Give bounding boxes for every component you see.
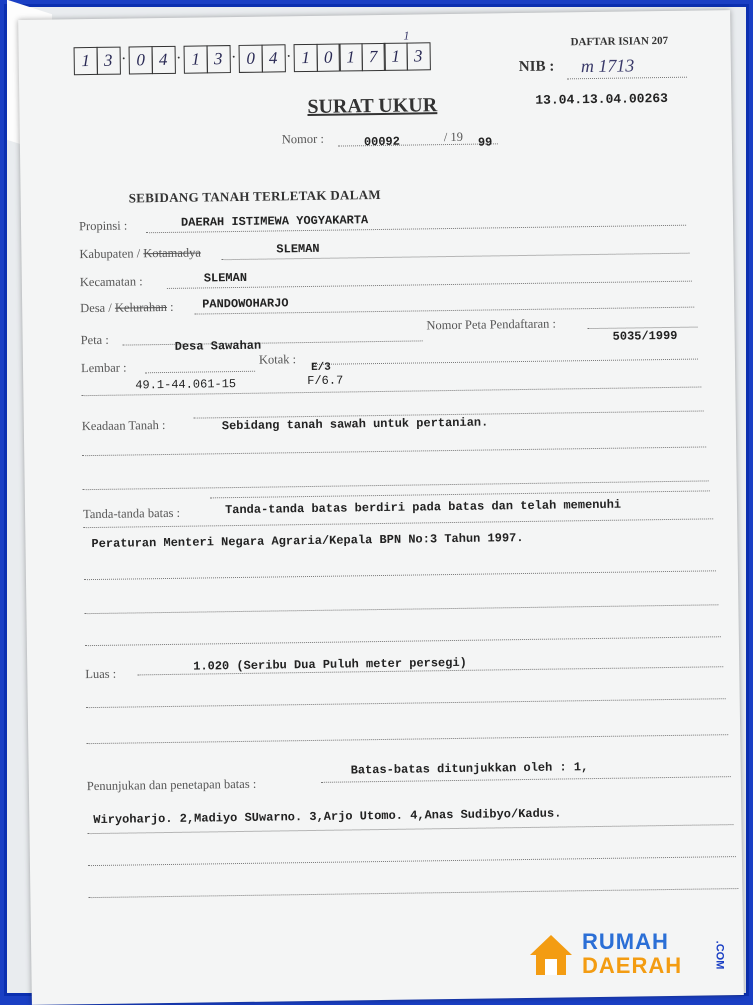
number-box: 1	[339, 43, 363, 71]
nomor-year: 99	[477, 135, 493, 150]
number-box: 1	[294, 44, 318, 72]
penunjukan-label: Penunjukan dan penetapan batas :	[86, 776, 257, 794]
number-box: 7	[361, 43, 385, 71]
kabupaten-strike: Kotamadya	[143, 245, 202, 261]
peta-value: Desa Sawahan	[174, 338, 262, 354]
tanda-value-line1: Tanda-tanda batas berdiri pada batas dan telah memenuhi	[224, 497, 622, 518]
kotak-value-top: E/3	[310, 361, 331, 374]
keadaan-label: Keadaan Tanah :	[81, 418, 166, 434]
number-box: 3	[206, 45, 230, 73]
keadaan-value: Sebidang tanah sawah untuk pertanian.	[221, 415, 489, 434]
photo-frame	[4, 4, 749, 996]
desa-value: PANDOWOHARJO	[202, 296, 289, 312]
propinsi-label: Propinsi :	[78, 218, 128, 234]
number-box: 4	[151, 46, 175, 74]
penunjukan-value-line2: Wiryoharjo. 2,Madiyo SUwarno. 3,Arjo Utomo. 4,Anas Sudibyo/Kadus.	[93, 806, 562, 828]
nomor-label: Nomor :	[281, 131, 324, 147]
number-box: 0	[239, 45, 263, 73]
tanda-label: Tanda-tanda batas :	[82, 505, 181, 522]
kotak-value-bottom: F/6.7	[307, 373, 344, 389]
watermark-suffix: .COM	[713, 940, 726, 970]
nib-label: NIB :	[518, 58, 555, 76]
nomor-value: 00092	[363, 134, 401, 150]
section-heading: SEBIDANG TANAH TERLETAK DALAM	[128, 186, 381, 206]
registration-number-boxes: 1 3 · 0 4 · 1 3 · 0 4 · 1 0 1 7 1 3	[74, 42, 429, 75]
watermark-line2: DAERAH	[582, 953, 683, 978]
kecamatan-label: Kecamatan :	[79, 274, 143, 290]
nomor-peta-label: Nomor Peta Pendaftaran :	[426, 316, 557, 333]
form-code: DAFTAR ISIAN 207	[570, 34, 669, 49]
kotak-label: Kotak :	[258, 352, 297, 367]
number-box: 3	[96, 47, 120, 75]
number-box: 1	[74, 47, 98, 75]
nomor-sep: / 19	[443, 129, 464, 145]
box-superscript: 1	[403, 28, 410, 43]
nib-number: 13.04.13.04.00263	[535, 90, 669, 108]
surat-ukur-document	[18, 10, 744, 1005]
number-box: 1	[384, 43, 408, 71]
number-box: 3	[406, 42, 430, 70]
document-title: SURAT UKUR	[307, 94, 438, 118]
luas-value: 1.020 (Seribu Dua Puluh meter persegi)	[193, 655, 467, 674]
kabupaten-value: SLEMAN	[276, 241, 320, 257]
nib-handwritten: m 1713	[580, 55, 635, 77]
kabupaten-label: Kabupaten / Kotamadya	[79, 245, 202, 262]
desa-label: Desa / Kelurahan :	[80, 299, 174, 316]
watermark-line1: RUMAH	[582, 929, 669, 954]
number-box: 0	[129, 46, 153, 74]
nomor-peta-value: 5035/1999	[612, 328, 678, 344]
kecamatan-value: SLEMAN	[203, 270, 248, 286]
tanda-value-line2: Peraturan Menteri Negara Agraria/Kepala BPN No:3 Tahun 1997.	[91, 531, 524, 552]
penunjukan-value-line1: Batas-batas ditunjukkan oleh : 1,	[350, 760, 589, 778]
number-box: 1	[184, 45, 208, 73]
desa-strike: Kelurahan	[114, 299, 168, 315]
propinsi-value: DAERAH ISTIMEWA YOGYAKARTA	[180, 213, 369, 230]
peta-label: Peta :	[80, 332, 109, 348]
number-box: 0	[316, 44, 340, 72]
rumahdaerah-watermark	[528, 927, 728, 983]
number-box: 4	[261, 44, 285, 72]
luas-label: Luas :	[85, 666, 117, 682]
lembar-value: 49.1-44.061-15	[135, 377, 237, 393]
house-icon	[528, 933, 574, 977]
lembar-label: Lembar :	[80, 360, 127, 376]
